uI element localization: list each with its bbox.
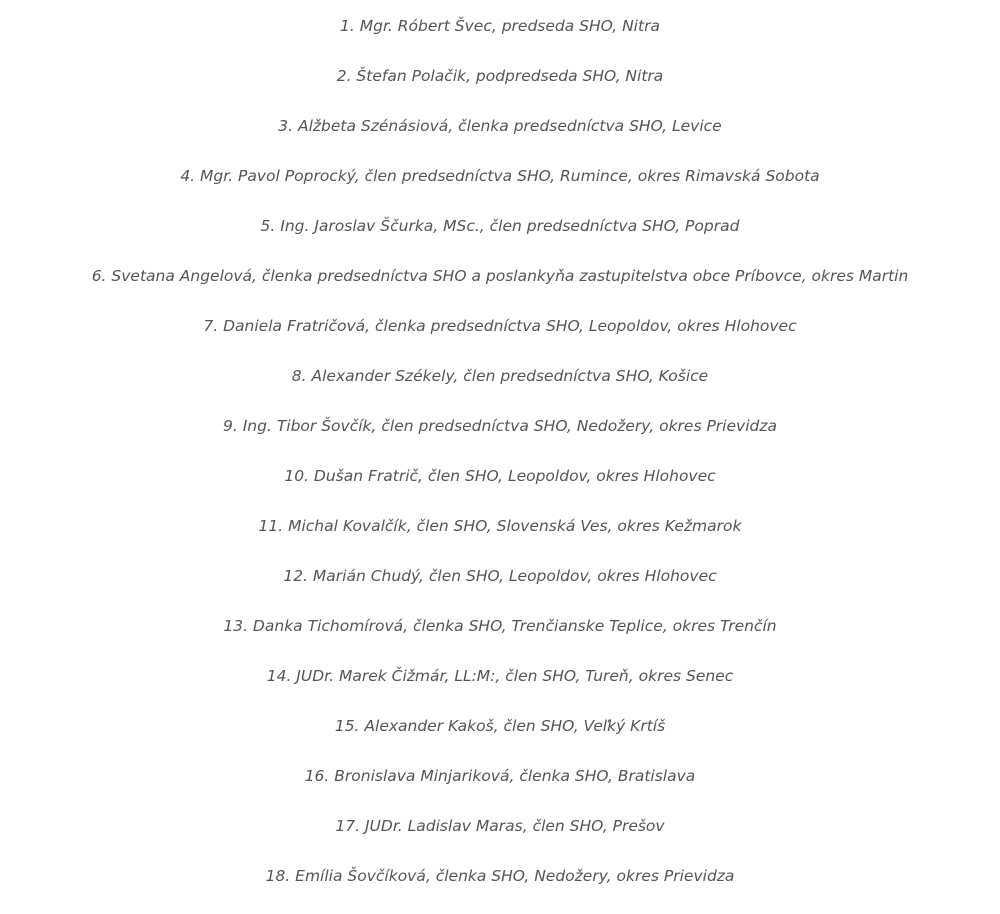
list-item: 10. Dušan Fratrič, člen SHO, Leopoldov, okres Hlohovec: [284, 467, 716, 485]
list-item: 15. Alexander Kakoš, člen SHO, Veľký Krtíš: [334, 717, 666, 735]
list-item: 12. Marián Chudý, člen SHO, Leopoldov, okres Hlohovec: [283, 567, 717, 585]
list-item: 2. Štefan Polačik, podpredseda SHO, Nitra: [336, 67, 664, 85]
list-item: 16. Bronislava Minjariková, členka SHO, Bratislava: [304, 767, 696, 785]
list-item: 4. Mgr. Pavol Poprocký, člen predsedníctva SHO, Rumince, okres Rimavská Sobota: [180, 167, 820, 185]
list-item: 17. JUDr. Ladislav Maras, člen SHO, Prešov: [335, 817, 665, 835]
list-item: 9. Ing. Tibor Šovčík, člen predsedníctva SHO, Nedožery, okres Prievidza: [223, 417, 777, 435]
list-item: 14. JUDr. Marek Čižmár, LL:M:, člen SHO, Tureň, okres Senec: [266, 667, 734, 685]
list-item: 13. Danka Tichomírová, členka SHO, Trenčianske Teplice, okres Trenčín: [223, 617, 777, 635]
list-item: 8. Alexander Székely, člen predsedníctva SHO, Košice: [291, 367, 709, 385]
list-item: 7. Daniela Fratričová, členka predsedníctva SHO, Leopoldov, okres Hlohovec: [203, 317, 797, 335]
list-item: 6. Svetana Angelová, členka predsedníctva SHO a poslankyňa zastupitelstva obce Príbovce, okres Martin: [91, 267, 909, 285]
list-item: 5. Ing. Jaroslav Ščurka, MSc., člen predsedníctva SHO, Poprad: [260, 217, 740, 235]
list-item: 3. Alžbeta Szénásiová, členka predsedníctva SHO, Levice: [278, 117, 722, 135]
list-item: 11. Michal Kovalčík, člen SHO, Slovenská Ves, okres Kežmarok: [258, 517, 742, 535]
list-item: 18. Emília Šovčíková, členka SHO, Nedožery, okres Prievidza: [265, 867, 735, 885]
list-item: 1. Mgr. Róbert Švec, predseda SHO, Nitra: [340, 17, 660, 35]
member-list: [0, 14, 1000, 914]
